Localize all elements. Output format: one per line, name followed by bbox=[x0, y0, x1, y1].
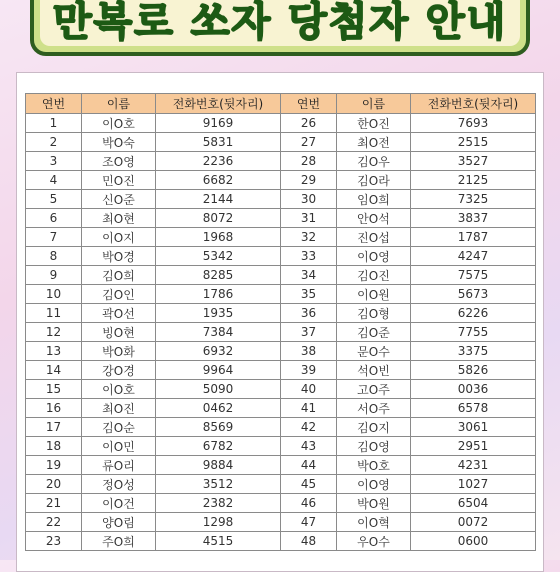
table-row bbox=[26, 304, 536, 323]
table-row bbox=[26, 456, 536, 475]
header-phone-right: 전화번호(뒷자리) bbox=[411, 94, 536, 114]
row-number-cell: 17 bbox=[26, 418, 82, 437]
row-number-cell: 48 bbox=[281, 532, 337, 551]
table-row bbox=[26, 399, 536, 418]
phone-last-digits-cell: 7575 bbox=[411, 266, 536, 285]
winner-name-cell: 곽O선 bbox=[82, 304, 156, 323]
row-number-cell: 21 bbox=[26, 494, 82, 513]
winner-name-cell: 이O호 bbox=[82, 380, 156, 399]
row-number-cell: 2 bbox=[26, 133, 82, 152]
winner-name-cell: 김O우 bbox=[337, 152, 411, 171]
phone-last-digits-cell: 2236 bbox=[156, 152, 281, 171]
winner-name-cell: 정O성 bbox=[82, 475, 156, 494]
winner-name-cell: 박O원 bbox=[337, 494, 411, 513]
phone-last-digits-cell: 5090 bbox=[156, 380, 281, 399]
row-number-cell: 39 bbox=[281, 361, 337, 380]
winner-name-cell: 김O진 bbox=[337, 266, 411, 285]
phone-last-digits-cell: 7325 bbox=[411, 190, 536, 209]
row-number-cell: 42 bbox=[281, 418, 337, 437]
row-number-cell: 13 bbox=[26, 342, 82, 361]
table-row bbox=[26, 266, 536, 285]
row-number-cell: 19 bbox=[26, 456, 82, 475]
phone-last-digits-cell: 2144 bbox=[156, 190, 281, 209]
row-number-cell: 44 bbox=[281, 456, 337, 475]
winner-name-cell: 임O희 bbox=[337, 190, 411, 209]
row-number-cell: 40 bbox=[281, 380, 337, 399]
row-number-cell: 31 bbox=[281, 209, 337, 228]
table-row bbox=[26, 323, 536, 342]
phone-last-digits-cell: 3837 bbox=[411, 209, 536, 228]
row-number-cell: 32 bbox=[281, 228, 337, 247]
phone-last-digits-cell: 5342 bbox=[156, 247, 281, 266]
winner-name-cell: 김O준 bbox=[337, 323, 411, 342]
phone-last-digits-cell: 9169 bbox=[156, 114, 281, 133]
row-number-cell: 18 bbox=[26, 437, 82, 456]
table-row bbox=[26, 114, 536, 133]
phone-last-digits-cell: 0036 bbox=[411, 380, 536, 399]
winner-name-cell: 한O진 bbox=[337, 114, 411, 133]
row-number-cell: 35 bbox=[281, 285, 337, 304]
phone-last-digits-cell: 6504 bbox=[411, 494, 536, 513]
table-row bbox=[26, 513, 536, 532]
winner-name-cell: 우O수 bbox=[337, 532, 411, 551]
row-number-cell: 47 bbox=[281, 513, 337, 532]
table-row bbox=[26, 285, 536, 304]
row-number-cell: 22 bbox=[26, 513, 82, 532]
phone-last-digits-cell: 1786 bbox=[156, 285, 281, 304]
winner-name-cell: 최O전 bbox=[337, 133, 411, 152]
phone-last-digits-cell: 3061 bbox=[411, 418, 536, 437]
table-row bbox=[26, 209, 536, 228]
row-number-cell: 20 bbox=[26, 475, 82, 494]
phone-last-digits-cell: 2951 bbox=[411, 437, 536, 456]
row-number-cell: 8 bbox=[26, 247, 82, 266]
row-number-cell: 9 bbox=[26, 266, 82, 285]
header-name-left: 이름 bbox=[82, 94, 156, 114]
row-number-cell: 33 bbox=[281, 247, 337, 266]
winner-name-cell: 신O준 bbox=[82, 190, 156, 209]
row-number-cell: 1 bbox=[26, 114, 82, 133]
table-row bbox=[26, 171, 536, 190]
header-name-right: 이름 bbox=[337, 94, 411, 114]
winner-name-cell: 강O경 bbox=[82, 361, 156, 380]
phone-last-digits-cell: 6578 bbox=[411, 399, 536, 418]
header-number-right: 연번 bbox=[281, 94, 337, 114]
winner-name-cell: 박O화 bbox=[82, 342, 156, 361]
phone-last-digits-cell: 0072 bbox=[411, 513, 536, 532]
table-row bbox=[26, 361, 536, 380]
table-row bbox=[26, 418, 536, 437]
row-number-cell: 3 bbox=[26, 152, 82, 171]
winner-name-cell: 류O리 bbox=[82, 456, 156, 475]
phone-last-digits-cell: 6226 bbox=[411, 304, 536, 323]
phone-last-digits-cell: 3375 bbox=[411, 342, 536, 361]
phone-last-digits-cell: 7693 bbox=[411, 114, 536, 133]
phone-last-digits-cell: 4515 bbox=[156, 532, 281, 551]
title-banner bbox=[30, 0, 530, 56]
row-number-cell: 29 bbox=[281, 171, 337, 190]
table-row bbox=[26, 133, 536, 152]
winner-name-cell: 김O순 bbox=[82, 418, 156, 437]
phone-last-digits-cell: 6782 bbox=[156, 437, 281, 456]
winner-name-cell: 김O라 bbox=[337, 171, 411, 190]
table-row bbox=[26, 247, 536, 266]
winner-name-cell: 박O숙 bbox=[82, 133, 156, 152]
winner-name-cell: 양O림 bbox=[82, 513, 156, 532]
phone-last-digits-cell: 6932 bbox=[156, 342, 281, 361]
row-number-cell: 12 bbox=[26, 323, 82, 342]
winner-name-cell: 이O영 bbox=[337, 475, 411, 494]
row-number-cell: 43 bbox=[281, 437, 337, 456]
winner-name-cell: 김O영 bbox=[337, 437, 411, 456]
phone-last-digits-cell: 2125 bbox=[411, 171, 536, 190]
phone-last-digits-cell: 5831 bbox=[156, 133, 281, 152]
phone-last-digits-cell: 3512 bbox=[156, 475, 281, 494]
winner-name-cell: 이O영 bbox=[337, 247, 411, 266]
phone-last-digits-cell: 2382 bbox=[156, 494, 281, 513]
phone-last-digits-cell: 1027 bbox=[411, 475, 536, 494]
row-number-cell: 15 bbox=[26, 380, 82, 399]
phone-last-digits-cell: 5673 bbox=[411, 285, 536, 304]
phone-last-digits-cell: 9884 bbox=[156, 456, 281, 475]
table-row bbox=[26, 152, 536, 171]
winner-name-cell: 박O경 bbox=[82, 247, 156, 266]
winner-name-cell: 안O석 bbox=[337, 209, 411, 228]
table-row bbox=[26, 228, 536, 247]
winner-name-cell: 빙O현 bbox=[82, 323, 156, 342]
winner-name-cell: 주O희 bbox=[82, 532, 156, 551]
winners-table bbox=[25, 93, 536, 551]
phone-last-digits-cell: 4247 bbox=[411, 247, 536, 266]
row-number-cell: 30 bbox=[281, 190, 337, 209]
row-number-cell: 14 bbox=[26, 361, 82, 380]
phone-last-digits-cell: 0600 bbox=[411, 532, 536, 551]
row-number-cell: 16 bbox=[26, 399, 82, 418]
phone-last-digits-cell: 5826 bbox=[411, 361, 536, 380]
winner-name-cell: 이O원 bbox=[337, 285, 411, 304]
table-body bbox=[26, 114, 536, 551]
table-row bbox=[26, 380, 536, 399]
winner-name-cell: 김O지 bbox=[337, 418, 411, 437]
winner-name-cell: 고O주 bbox=[337, 380, 411, 399]
phone-last-digits-cell: 6682 bbox=[156, 171, 281, 190]
row-number-cell: 5 bbox=[26, 190, 82, 209]
phone-last-digits-cell: 1935 bbox=[156, 304, 281, 323]
phone-last-digits-cell: 8285 bbox=[156, 266, 281, 285]
phone-last-digits-cell: 0462 bbox=[156, 399, 281, 418]
winner-name-cell: 최O현 bbox=[82, 209, 156, 228]
winner-name-cell: 진O섭 bbox=[337, 228, 411, 247]
table-row bbox=[26, 532, 536, 551]
row-number-cell: 28 bbox=[281, 152, 337, 171]
header-number-left: 연번 bbox=[26, 94, 82, 114]
row-number-cell: 27 bbox=[281, 133, 337, 152]
row-number-cell: 26 bbox=[281, 114, 337, 133]
winner-name-cell: 문O수 bbox=[337, 342, 411, 361]
table-header-row bbox=[26, 94, 536, 114]
row-number-cell: 38 bbox=[281, 342, 337, 361]
winner-name-cell: 이O민 bbox=[82, 437, 156, 456]
winner-name-cell: 이O혁 bbox=[337, 513, 411, 532]
row-number-cell: 10 bbox=[26, 285, 82, 304]
row-number-cell: 41 bbox=[281, 399, 337, 418]
phone-last-digits-cell: 2515 bbox=[411, 133, 536, 152]
page-title: 만복로 쏘자 당첨자 안내 bbox=[52, 0, 508, 45]
phone-last-digits-cell: 8569 bbox=[156, 418, 281, 437]
winner-name-cell: 최O진 bbox=[82, 399, 156, 418]
winner-name-cell: 김O인 bbox=[82, 285, 156, 304]
winner-name-cell: 이O호 bbox=[82, 114, 156, 133]
row-number-cell: 6 bbox=[26, 209, 82, 228]
winner-name-cell: 이O지 bbox=[82, 228, 156, 247]
phone-last-digits-cell: 4231 bbox=[411, 456, 536, 475]
phone-last-digits-cell: 1787 bbox=[411, 228, 536, 247]
title-banner-inner bbox=[40, 0, 520, 46]
phone-last-digits-cell: 8072 bbox=[156, 209, 281, 228]
phone-last-digits-cell: 1298 bbox=[156, 513, 281, 532]
winner-name-cell: 박O호 bbox=[337, 456, 411, 475]
winner-name-cell: 서O주 bbox=[337, 399, 411, 418]
row-number-cell: 23 bbox=[26, 532, 82, 551]
table-row bbox=[26, 190, 536, 209]
table-row bbox=[26, 475, 536, 494]
table-row bbox=[26, 494, 536, 513]
table-row bbox=[26, 437, 536, 456]
row-number-cell: 34 bbox=[281, 266, 337, 285]
row-number-cell: 46 bbox=[281, 494, 337, 513]
header-phone-left: 전화번호(뒷자리) bbox=[156, 94, 281, 114]
table-row bbox=[26, 342, 536, 361]
phone-last-digits-cell: 7755 bbox=[411, 323, 536, 342]
phone-last-digits-cell: 7384 bbox=[156, 323, 281, 342]
phone-last-digits-cell: 1968 bbox=[156, 228, 281, 247]
winners-card bbox=[16, 72, 544, 572]
row-number-cell: 7 bbox=[26, 228, 82, 247]
phone-last-digits-cell: 9964 bbox=[156, 361, 281, 380]
row-number-cell: 45 bbox=[281, 475, 337, 494]
winner-name-cell: 이O건 bbox=[82, 494, 156, 513]
winner-name-cell: 민O진 bbox=[82, 171, 156, 190]
row-number-cell: 4 bbox=[26, 171, 82, 190]
winner-name-cell: 석O빈 bbox=[337, 361, 411, 380]
row-number-cell: 11 bbox=[26, 304, 82, 323]
row-number-cell: 37 bbox=[281, 323, 337, 342]
phone-last-digits-cell: 3527 bbox=[411, 152, 536, 171]
winner-name-cell: 조O영 bbox=[82, 152, 156, 171]
winner-name-cell: 김O희 bbox=[82, 266, 156, 285]
row-number-cell: 36 bbox=[281, 304, 337, 323]
winner-name-cell: 김O형 bbox=[337, 304, 411, 323]
